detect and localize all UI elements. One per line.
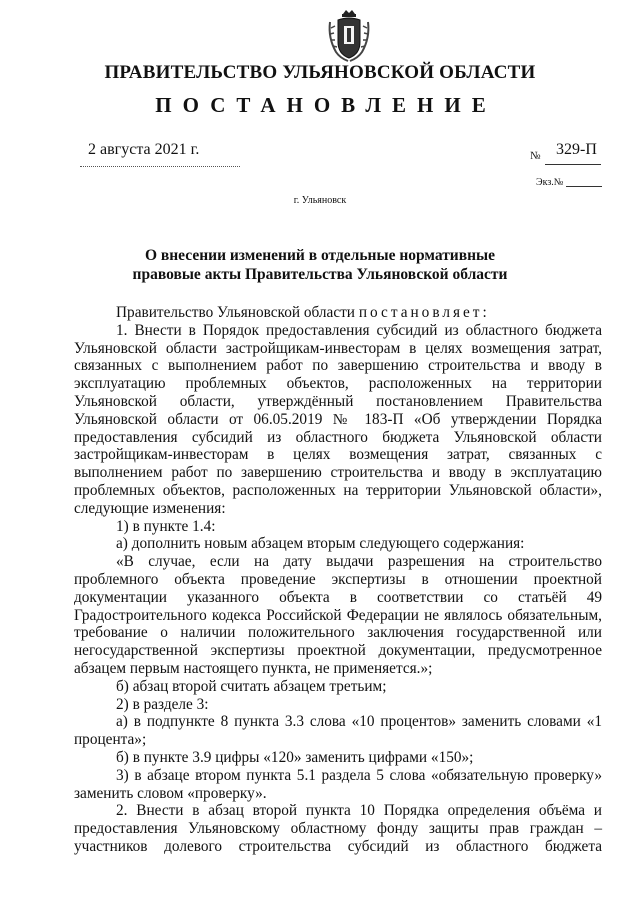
paragraph: а) дополнить новым абзацем вторым следующего содержания: <box>116 535 525 553</box>
intro-verb: постановляет <box>358 304 483 321</box>
date-underline <box>80 166 240 167</box>
intro-prefix: Правительство Ульяновской области <box>116 304 359 321</box>
copy-number-underline <box>566 186 602 187</box>
document-heading <box>0 246 640 284</box>
paragraph: «В случае, если на дату выдачи разрешения на строительство проблемного объекта проведение экспертизы в отношении проектной документации указанного объекта в соответствии со статьёй 49 Градостроительного кодекса Российской Федерации не являлось обязательным, требование о наличии положительного заключения государственной или негосударственной экспертизы проектной документации, предусмотренное абзацем первым настоящего пункта, не применяется.»; <box>74 553 602 677</box>
document-number: 329-П <box>556 141 597 158</box>
copy-number-label: Экз.№ <box>536 177 564 188</box>
paragraph: 1. Внести в Порядок предоставления субсидий из областного бюджета Ульяновской области застройщикам-инвесторам в целях возмещения затрат, связанных с выполнением работ по завершению строительства и вводу в эксплуатацию проблемных объектов, расположенных на территории Ульяновской области, утверждённый постановлением Правительства Ульяновской области от 06.05.2019 № 183-П «Об утверждении Порядка предоставления субсидий из областного бюджета Ульяновской области застройщикам-инвесторам в целях возмещения затрат, связанных с выполнением работ по завершению строительства и вводу в эксплуатацию проблемных объектов, расположенных на территории Ульяновской области», следующие изменения: <box>74 321 602 517</box>
heading-line: О внесении изменений в отдельные нормативные <box>144 247 496 264</box>
paragraph: б) абзац второй считать абзацем третьим; <box>116 677 387 695</box>
heading-line: правовые акты Правительства Ульяновской области <box>132 266 508 283</box>
paragraph: а) в подпункте 8 пункта 3.3 слова «10 процентов» заменить словами «1 процента»; <box>74 713 602 749</box>
paragraph: 2) в разделе 3: <box>116 695 209 713</box>
document-type: ПОСТАНОВЛЕНИЕ <box>155 93 497 117</box>
coat-of-arms-emblem <box>326 8 372 64</box>
number-underline <box>545 164 601 165</box>
intro-paragraph <box>74 304 602 322</box>
number-prefix: № <box>530 150 541 162</box>
paragraph: 1) в пункте 1.4: <box>116 517 216 535</box>
government-name: ПРАВИТЕЛЬСТВО УЛЬЯНОВСКОЙ ОБЛАСТИ <box>104 62 536 83</box>
document-body <box>74 304 602 856</box>
paragraph: 3) в абзаце втором пункта 5.1 раздела 5 слова «обязательную проверку» заменить словом «проверку». <box>74 766 602 802</box>
document-date: 2 августа 2021 г. <box>88 141 200 158</box>
paragraph: б) в пункте 3.9 цифры «120» заменить цифрами «150»; <box>116 748 474 766</box>
intro-suffix: : <box>482 304 487 321</box>
city: г. Ульяновск <box>293 195 347 206</box>
paragraph: 2. Внести в абзац второй пункта 10 Порядка определения объёма и предоставления Ульяновскому областному фонду защиты прав граждан – участников долевого строительства субсидий из областного бюджета <box>74 802 602 855</box>
